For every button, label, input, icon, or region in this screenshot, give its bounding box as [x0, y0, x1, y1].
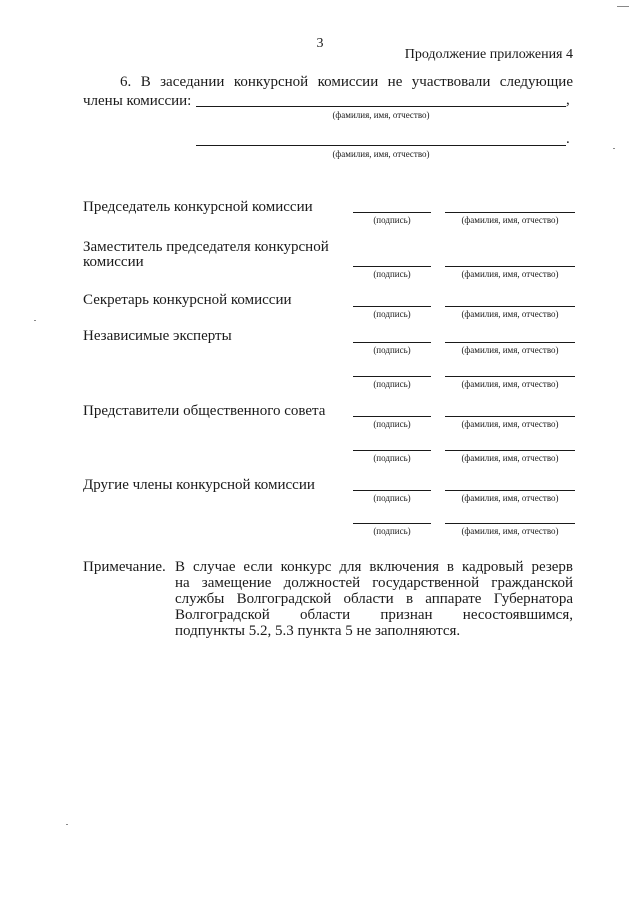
- scan-speck: [66, 824, 68, 825]
- experts-label: Независимые эксперты: [83, 328, 232, 344]
- experts-name-line-1: [445, 342, 575, 343]
- absent-member-line-2: [196, 145, 566, 146]
- scan-speck: [617, 6, 629, 7]
- council-name-line-2: [445, 450, 575, 451]
- council-signature-caption-1: (подпись): [373, 419, 411, 429]
- others-name-line-1: [445, 490, 575, 491]
- others-name-caption-2: (фамилия, имя, отчество): [461, 526, 559, 536]
- absent-line-2-period: .: [566, 131, 570, 147]
- secretary-name-caption: (фамилия, имя, отчество): [461, 309, 559, 319]
- experts-signature-caption-2: (подпись): [373, 379, 411, 389]
- deputy-label-line1: Заместитель председателя конкурсной: [83, 239, 329, 255]
- others-label: Другие члены конкурсной комиссии: [83, 477, 315, 493]
- others-name-caption-1: (фамилия, имя, отчество): [461, 493, 559, 503]
- council-name-line-1: [445, 416, 575, 417]
- note-line-3: службы Волгоградской области в аппарате Губернатора: [175, 591, 573, 607]
- scan-speck: [613, 148, 615, 149]
- chairman-name-caption: (фамилия, имя, отчество): [461, 215, 559, 225]
- experts-name-caption-1: (фамилия, имя, отчество): [461, 345, 559, 355]
- note-label: Примечание.: [83, 559, 166, 575]
- chairman-signature-line: [353, 212, 431, 213]
- secretary-signature-caption: (подпись): [373, 309, 411, 319]
- note-line-1: В случае если конкурс для включения в кадровый резерв: [175, 559, 573, 575]
- note-line-5: подпункты 5.2, 5.3 пункта 5 не заполняются.: [175, 623, 461, 639]
- experts-signature-line-1: [353, 342, 431, 343]
- experts-name-line-2: [445, 376, 575, 377]
- secretary-signature-line: [353, 306, 431, 307]
- item6-line2: члены комиссии:: [83, 93, 192, 109]
- deputy-name-caption: (фамилия, имя, отчество): [461, 269, 559, 279]
- note-line-2: на замещение должностей государственной гражданской: [175, 575, 573, 591]
- experts-signature-caption-1: (подпись): [373, 345, 411, 355]
- deputy-signature-caption: (подпись): [373, 269, 411, 279]
- secretary-label: Секретарь конкурсной комиссии: [83, 292, 292, 308]
- council-name-caption-1: (фамилия, имя, отчество): [461, 419, 559, 429]
- experts-name-caption-2: (фамилия, имя, отчество): [461, 379, 559, 389]
- deputy-name-line: [445, 266, 575, 267]
- scan-speck: [34, 320, 36, 321]
- council-name-caption-2: (фамилия, имя, отчество): [461, 453, 559, 463]
- others-signature-line-1: [353, 490, 431, 491]
- experts-signature-line-2: [353, 376, 431, 377]
- others-signature-line-2: [353, 523, 431, 524]
- council-signature-line-2: [353, 450, 431, 451]
- deputy-label-line2: комиссии: [83, 254, 144, 270]
- chairman-name-line: [445, 212, 575, 213]
- others-signature-caption-2: (подпись): [373, 526, 411, 536]
- others-signature-caption-1: (подпись): [373, 493, 411, 503]
- item6-line1: 6. В заседании конкурсной комиссии не участвовали следующие: [120, 74, 573, 90]
- absent-line-1-comma: ,: [566, 92, 570, 108]
- council-signature-line-1: [353, 416, 431, 417]
- council-label: Представители общественного совета: [83, 403, 326, 419]
- absent-line-1-caption: (фамилия, имя, отчество): [332, 110, 430, 120]
- deputy-signature-line: [353, 266, 431, 267]
- chairman-signature-caption: (подпись): [373, 215, 411, 225]
- appendix-label: Продолжение приложения 4: [404, 47, 573, 62]
- council-signature-caption-2: (подпись): [373, 453, 411, 463]
- absent-line-2-caption: (фамилия, имя, отчество): [332, 149, 430, 159]
- page-number: 3: [316, 36, 324, 51]
- absent-member-line-1: [196, 106, 566, 107]
- others-name-line-2: [445, 523, 575, 524]
- secretary-name-line: [445, 306, 575, 307]
- note-line-4: Волгоградской области признан несостоявшимся,: [175, 607, 573, 623]
- chairman-label: Председатель конкурсной комиссии: [83, 199, 313, 215]
